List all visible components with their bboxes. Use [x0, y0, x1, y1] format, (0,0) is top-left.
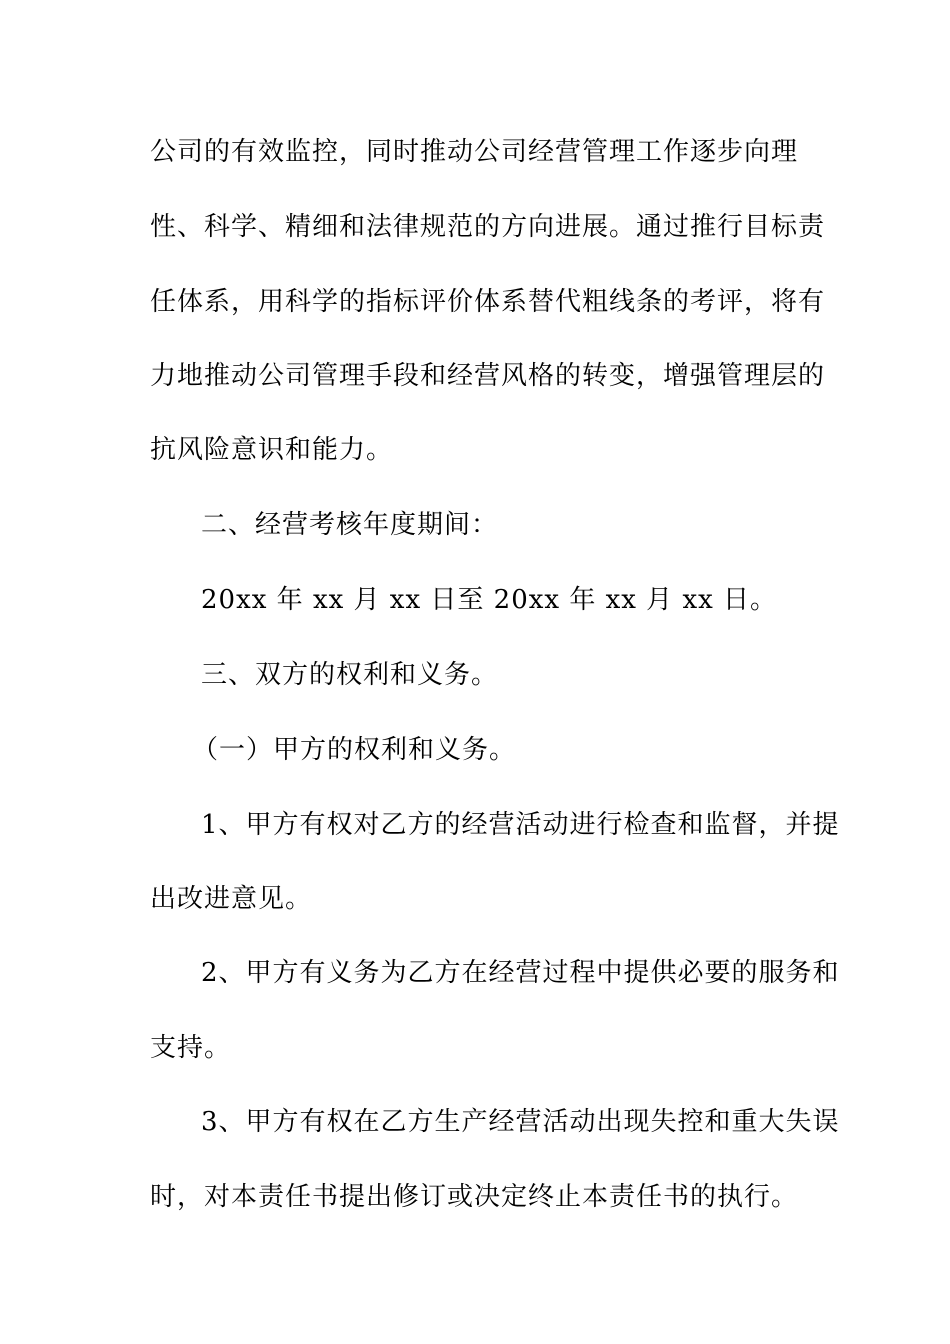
list-item-line: 2、甲方有义务为乙方在经营过程中提供必要的服务和 [201, 958, 840, 988]
section-heading: 二、经营考核年度期间： [201, 510, 499, 540]
list-item-line: 1、甲方有权对乙方的经营活动进行检查和监督，并提 [201, 810, 840, 840]
paragraph-line: 性、科学、精细和法律规范的方向进展。通过推行目标责 [150, 212, 826, 242]
list-item-line: 支持。 [150, 1033, 232, 1063]
subsection-heading: （一）甲方的权利和义务。 [192, 735, 517, 765]
paragraph-line: 抗风险意识和能力。 [150, 435, 394, 465]
section-heading: 三、双方的权利和义务。 [201, 660, 499, 690]
paragraph-line: 任体系，用科学的指标评价体系替代粗线条的考评，将有 [150, 287, 826, 317]
list-item-line: 出改进意见。 [150, 884, 313, 914]
paragraph-line: 公司的有效监控，同时推动公司经营管理工作逐步向理 [150, 137, 799, 167]
date-range-text: 20xx 年 xx 月 xx 日至 20xx 年 xx 月 xx 日。 [201, 585, 778, 615]
list-item-line: 时，对本责任书提出修订或决定终止本责任书的执行。 [150, 1182, 799, 1212]
list-item-line: 3、甲方有权在乙方生产经营活动出现失控和重大失误 [201, 1107, 840, 1137]
paragraph-line: 力地推动公司管理手段和经营风格的转变，增强管理层的 [150, 361, 826, 391]
